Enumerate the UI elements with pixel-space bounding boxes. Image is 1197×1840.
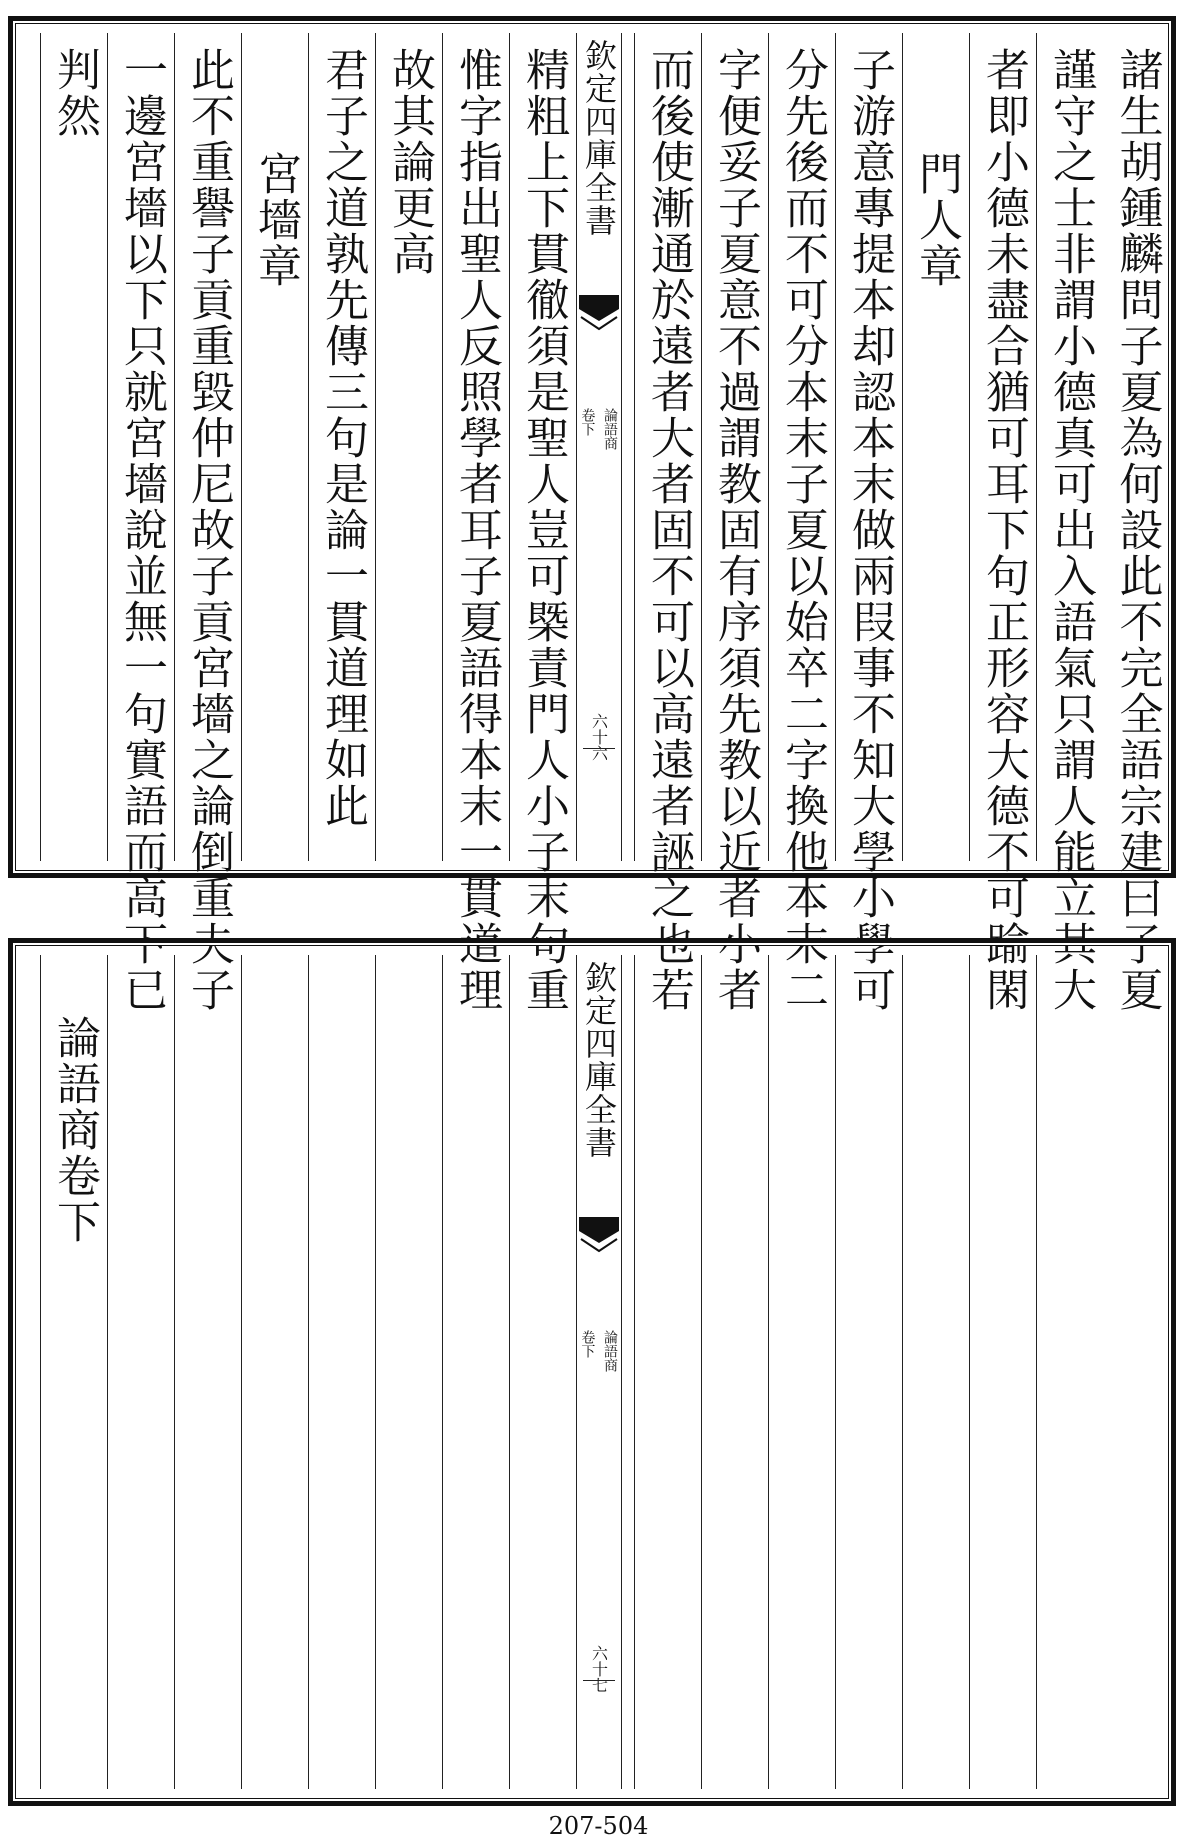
text-column <box>442 955 509 1789</box>
column-text: 精粗上下貫徹須是聖人豈可槩責門人小子末句重 <box>518 47 569 1013</box>
text-column <box>174 33 241 1013</box>
column-text: 此不重譽子貢重毀仲尼故子貢宮墻之論倒重夫子 <box>183 47 234 1013</box>
text-column <box>701 955 768 1789</box>
text-column <box>768 33 835 1013</box>
series-title: 欽定四庫全書 <box>580 961 618 1159</box>
chapter-label: 論語商 <box>602 1330 618 1372</box>
column-text: 謹守之士非謂小德真可出入語氣只謂人能立其大 <box>1045 47 1096 1013</box>
text-column <box>768 955 835 1789</box>
text-column <box>509 33 576 1013</box>
column-text: 惟字指出聖人反照學者耳子夏語得本末一貫道理 <box>451 47 502 1013</box>
volume-label: 卷下 <box>579 408 596 436</box>
column-text: 分先後而不可分本末子夏以始卒二字換他本末二 <box>777 47 828 1013</box>
text-column <box>509 955 576 1789</box>
column-text: 諸生胡鍾麟問子夏為何設此不完全語宗建曰子夏 <box>1111 47 1163 1013</box>
divider <box>583 1680 615 1681</box>
volume-label: 卷下 <box>579 1330 596 1358</box>
divider <box>583 748 615 749</box>
volume-end-title: 論語商卷下 <box>49 1015 100 1245</box>
text-column <box>902 955 969 1789</box>
text-column <box>308 955 375 1789</box>
page-number: 六十六 <box>589 713 609 761</box>
text-column <box>40 955 107 1789</box>
text-column <box>835 955 902 1789</box>
text-column <box>40 33 107 861</box>
text-column <box>308 33 375 861</box>
text-column <box>107 955 174 1789</box>
text-column <box>241 955 308 1789</box>
text-column <box>634 955 701 1789</box>
chapter-heading: 宮墻章 <box>250 151 301 289</box>
page-number: 六十七 <box>589 1645 609 1693</box>
column-text: 子游意專提本却認本末做兩叚事不知大學小學可 <box>844 47 895 1013</box>
column-text: 字便妥子夏意不過謂教固有序須先教以近者小者 <box>710 47 761 1013</box>
column-text: 判然 <box>49 47 100 139</box>
column-text: 一邊宮墻以下只就宮墻說並無一句實語而高下已 <box>116 47 167 1013</box>
chapter-label: 論語商 <box>602 408 618 450</box>
column-text: 而後使漸通於遠者大者固不可以高遠者誣之也若 <box>643 47 694 1013</box>
text-column <box>969 33 1036 1013</box>
text-column <box>1103 33 1170 1013</box>
column-text: 君子之道孰先傳三句是論一貫道理如此 <box>317 47 368 829</box>
fishtail-mark-icon <box>579 295 619 335</box>
top-page-frame <box>8 16 1176 1013</box>
text-column <box>375 33 442 861</box>
text-column <box>375 955 442 1789</box>
text-column <box>107 33 174 1013</box>
page-footer-number: 207-504 <box>548 1812 649 1840</box>
chapter-heading: 門人章 <box>911 151 962 289</box>
text-column <box>835 33 902 1013</box>
text-column <box>1036 33 1103 1013</box>
text-column <box>701 33 768 1013</box>
text-column <box>1103 955 1170 1789</box>
text-column <box>174 955 241 1789</box>
center-gutter <box>576 33 622 861</box>
text-column <box>1036 955 1103 1789</box>
text-column <box>241 33 308 861</box>
column-text: 故其論更高 <box>384 47 435 277</box>
series-title: 欽定四庫全書 <box>580 39 618 237</box>
fishtail-mark-icon <box>579 1217 619 1257</box>
center-gutter <box>576 955 622 1789</box>
text-column <box>969 955 1036 1789</box>
text-column <box>902 33 969 861</box>
text-column <box>442 33 509 1013</box>
bottom-page-frame <box>8 938 1176 1806</box>
column-text: 者即小德未盡合猶可耳下句正形容大德不可踰閑 <box>978 47 1029 1013</box>
text-column <box>634 33 701 1013</box>
